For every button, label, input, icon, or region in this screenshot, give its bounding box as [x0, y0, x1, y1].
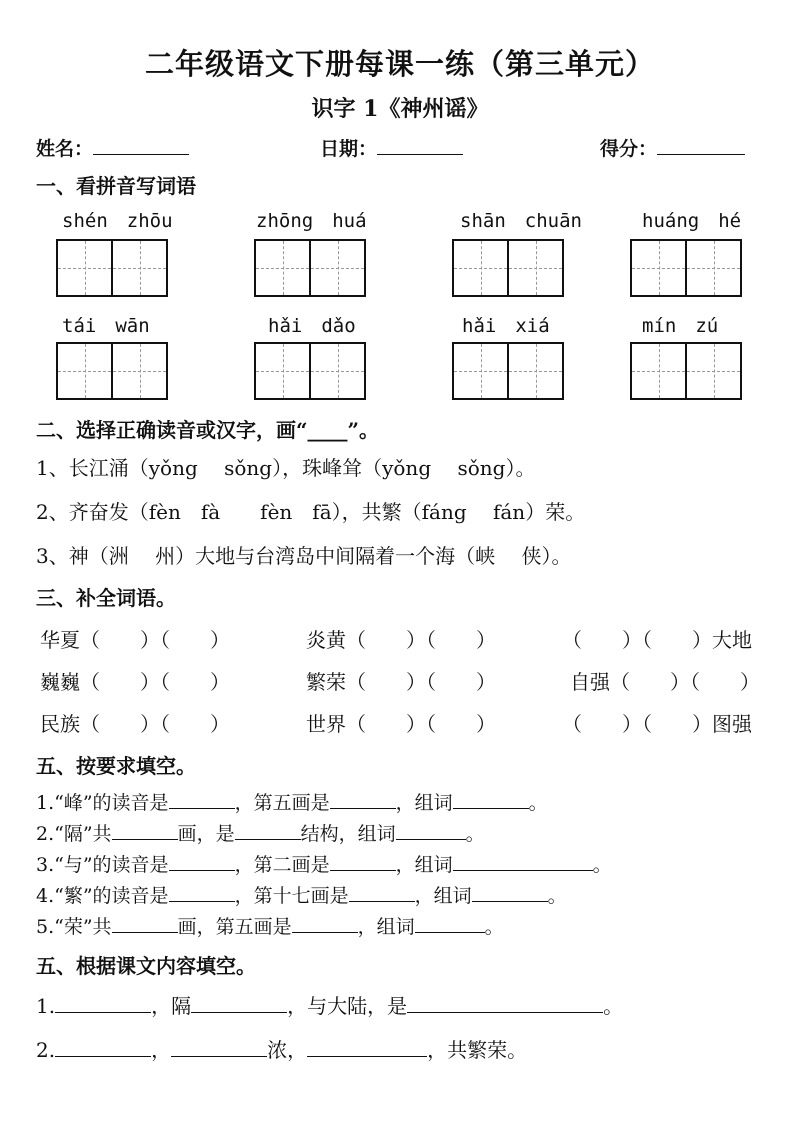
- pinyin-group: shān chuān: [460, 210, 582, 232]
- word-blank[interactable]: 炎黄（ ）（ ）: [306, 628, 496, 652]
- fill-question: 4.“繁”的读音是 ，第十七画是 ，组词 。: [36, 885, 567, 907]
- word-blank[interactable]: （ ）（ ）图强: [562, 712, 752, 736]
- fill-question: 1.“峰”的读音是 ，第五画是 ，组词 。: [36, 792, 548, 814]
- word-blank[interactable]: 世界（ ）（ ）: [306, 712, 496, 736]
- score-field[interactable]: [657, 138, 745, 155]
- writing-grid[interactable]: [630, 239, 742, 297]
- fill-question: 2.“隔”共 画，是 结构，组词 。: [36, 823, 485, 845]
- answer-blank[interactable]: [112, 821, 178, 840]
- lesson-subtitle: 识字 1《神州谣》: [311, 96, 489, 122]
- pinyin-group: shén zhōu: [62, 210, 173, 232]
- answer-blank[interactable]: [330, 790, 396, 809]
- pinyin-group: zhōng huá: [256, 210, 367, 232]
- writing-grid[interactable]: [452, 239, 564, 297]
- answer-blank[interactable]: [407, 994, 603, 1013]
- answer-blank[interactable]: [169, 852, 235, 871]
- answer-blank[interactable]: [171, 1038, 267, 1057]
- writing-grid[interactable]: [254, 342, 366, 400]
- answer-blank[interactable]: [112, 914, 178, 933]
- word-blank[interactable]: 巍巍（ ）（ ）: [40, 670, 230, 694]
- pinyin-group: huáng hé: [642, 210, 742, 232]
- answer-blank[interactable]: [472, 883, 548, 902]
- fill-question: 5.“荣”共 画，第五画是 ，组词 。: [36, 916, 504, 938]
- pinyin-group: mín zú: [642, 315, 719, 337]
- choice-question: 3、神（洲 州）大地与台湾岛中间隔着一个海（峡 侠）。: [36, 544, 572, 568]
- word-blank[interactable]: 自强（ ）（ ）: [570, 670, 760, 694]
- answer-blank[interactable]: [453, 790, 529, 809]
- writing-grid[interactable]: [452, 342, 564, 400]
- pinyin-group: hǎi dǎo: [268, 315, 356, 337]
- score-row: [600, 134, 745, 161]
- pinyin-group: hǎi xiá: [462, 315, 550, 337]
- section-3-heading: 三、补全词语。: [36, 586, 176, 610]
- answer-blank[interactable]: [55, 994, 151, 1013]
- name-field[interactable]: [93, 138, 189, 155]
- writing-grid[interactable]: [630, 342, 742, 400]
- page-title: 二年级语文下册每课一练（第三单元）: [144, 47, 655, 81]
- section-2-heading: 二、选择正确读音或汉字，画“____”。: [36, 418, 380, 442]
- text-fill-question: 2. ， 浓， ，共繁荣。: [36, 1038, 528, 1062]
- writing-grid[interactable]: [56, 239, 168, 297]
- date-field[interactable]: [377, 138, 463, 155]
- writing-grid[interactable]: [56, 342, 168, 400]
- word-blank[interactable]: （ ）（ ）大地: [562, 628, 752, 652]
- answer-blank[interactable]: [453, 852, 593, 871]
- choice-question: 1、长江涌（yǒng sǒng），珠峰耸（yǒng sǒng）。: [36, 456, 536, 480]
- answer-blank[interactable]: [235, 821, 301, 840]
- answer-blank[interactable]: [307, 1038, 427, 1057]
- text-fill-question: 1. ，隔 ，与大陆，是 。: [36, 994, 624, 1018]
- word-blank[interactable]: 民族（ ）（ ）: [40, 712, 230, 736]
- answer-blank[interactable]: [292, 914, 358, 933]
- answer-blank[interactable]: [396, 821, 466, 840]
- answer-blank[interactable]: [169, 790, 235, 809]
- section-5-heading: 五、根据课文内容填空。: [36, 954, 256, 978]
- name-row: [36, 134, 189, 161]
- answer-blank[interactable]: [191, 994, 287, 1013]
- name-label: 姓名：: [36, 138, 94, 160]
- date-row: [320, 134, 463, 161]
- date-label: 日期：: [320, 138, 378, 160]
- word-blank[interactable]: 华夏（ ）（ ）: [40, 628, 230, 652]
- answer-blank[interactable]: [55, 1038, 151, 1057]
- writing-grid[interactable]: [254, 239, 366, 297]
- section-4-heading: 五、按要求填空。: [36, 754, 196, 778]
- choice-question: 2、齐奋发（fèn fà fèn fā），共繁（fáng fán）荣。: [36, 500, 586, 524]
- section-1-heading: 一、看拼音写词语: [36, 174, 196, 198]
- score-label: 得分：: [600, 138, 658, 160]
- word-blank[interactable]: 繁荣（ ）（ ）: [306, 670, 496, 694]
- answer-blank[interactable]: [415, 914, 485, 933]
- answer-blank[interactable]: [169, 883, 235, 902]
- answer-blank[interactable]: [349, 883, 415, 902]
- pinyin-group: tái wān: [62, 315, 150, 337]
- answer-blank[interactable]: [330, 852, 396, 871]
- fill-question: 3.“与”的读音是 ，第二画是 ，组词 。: [36, 854, 612, 876]
